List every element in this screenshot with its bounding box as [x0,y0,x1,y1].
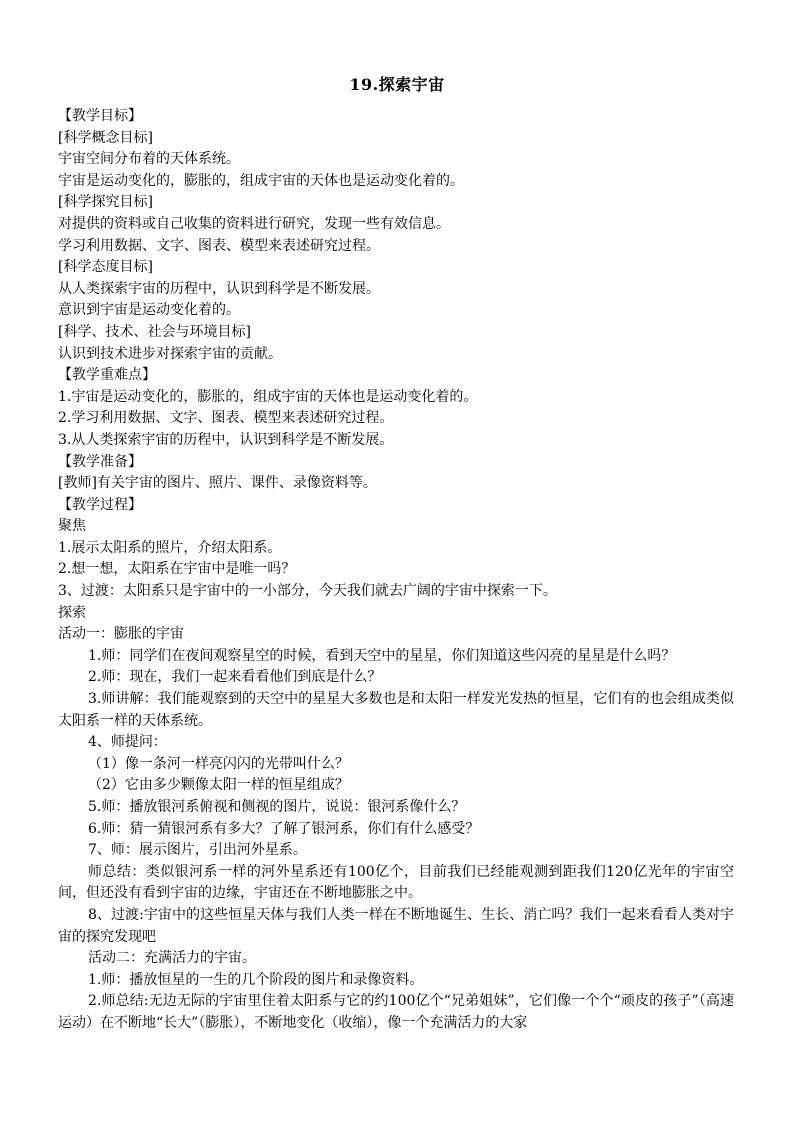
subsection-heading: [科学、技术、社会与环境目标] [58,323,251,340]
subsection-heading: 探索 [58,604,86,621]
subsection-heading: 聚焦 [58,518,86,535]
list-item: 5.师：播放银河系俯视和侧视的图片，说说：银河系像什么？ [88,799,466,815]
list-item: 1.展示太阳系的照片，介绍太阳系。 [58,539,282,556]
document-title: 19.探索宇宙 [349,75,445,94]
section-heading: 【教学过程】 [58,496,142,513]
subsection-heading: [科学探究目标] [58,194,153,211]
list-item: 2.师：现在，我们一起来看看他们到底是什么？ [88,669,382,686]
document-body [58,106,734,1035]
paragraph-line: [教师]有关宇宙的图片、照片、课件、录像资料等。 [58,475,377,492]
paragraph-line: 宇宙是运动变化的，膨胀的，组成宇宙的天体也是运动变化着的。 [58,172,464,189]
list-item: 7、师：展示图片，引出河外星系。 [88,842,307,859]
list-item: 3、过渡：太阳系只是宇宙中的一小部分，今天我们就去广阔的宇宙中探索一下。 [58,583,557,600]
list-item: 1.师：播放恒星的一生的几个阶段的图片和录像资料。 [88,971,424,988]
subsection-heading: [科学态度目标] [58,259,153,276]
section-heading: 【教学重难点】 [58,367,156,384]
section-heading: 【教学准备】 [58,453,142,470]
section-heading: 【教学目标】 [58,108,142,124]
activity-heading: 活动一：膨胀的宇宙 [58,626,184,643]
list-item: 4、师提问： [88,734,167,751]
list-item: 2.学习利用数据、文字、图表、模型来表述研究过程。 [58,410,394,427]
list-item: 1.宇宙是运动变化的，膨胀的，组成宇宙的天体也是运动变化着的。 [58,388,478,405]
paragraph-line: 宇宙空间分布着的天体系统。 [58,151,240,168]
list-item: 2.想一想，太阳系在宇宙中是唯一吗？ [58,561,296,578]
paragraph-line: 从人类探索宇宙的历程中，认识到科学是不断发展。 [58,280,380,297]
summary-paragraph: 师总结：类似银河系一样的河外星系还有100亿个，目前我们已经能观测到距我们120亿光年的宇宙空间，但还没有看到宇宙的边缘，宇宙还在不断地膨胀之中。 [58,863,734,902]
transition-paragraph: 8、过渡:宇宙中的这些恒星天体与我们人类一样在不断地诞生、生长、消亡吗？我们一起来看看人类对宇宙的探究发现吧 [58,906,734,945]
subsection-heading: [科学概念目标] [58,129,153,146]
list-item: 6.师：猜一猜银河系有多大？了解了银河系，你们有什么感受？ [88,820,480,837]
activity-heading: 活动二：充满活力的宇宙。 [88,950,256,967]
paragraph-line: 认识到技术进步对探索宇宙的贡献。 [58,345,282,362]
paragraph-line: 对提供的资料或自己收集的资料进行研究，发现一些有效信息。 [58,215,450,232]
list-item: 3.从人类探索宇宙的历程中，认识到科学是不断发展。 [58,431,394,448]
list-item: 1.师：同学们在夜间观察星空的时候，看到天空中的星星，你们知道这些闪亮的星星是什么吗？ [88,647,676,664]
summary-paragraph: 2.师总结:无边无际的宇宙里住着太阳系与它的约100亿个“兄弟姐妹”，它们像一个个“顽皮的孩子”（高速运动）在不断地“长大”（膨胀），不断地变化（收缩），像一个充满活力的大家 [58,993,734,1031]
question-item: （1）像一条河一样亮闪闪的光带叫什么？ [88,755,349,772]
paragraph-line: 意识到宇宙是运动变化着的。 [58,302,240,319]
question-item: （2）它由多少颗像太阳一样的恒星组成？ [88,777,349,794]
list-item: 3.师讲解：我们能观察到的天空中的星星大多数也是和太阳一样发光发热的恒星，它们有的也会组成类似太阳系一样的天体系统。 [58,691,734,729]
paragraph-line: 学习利用数据、文字、图表、模型来表述研究过程。 [58,237,380,254]
